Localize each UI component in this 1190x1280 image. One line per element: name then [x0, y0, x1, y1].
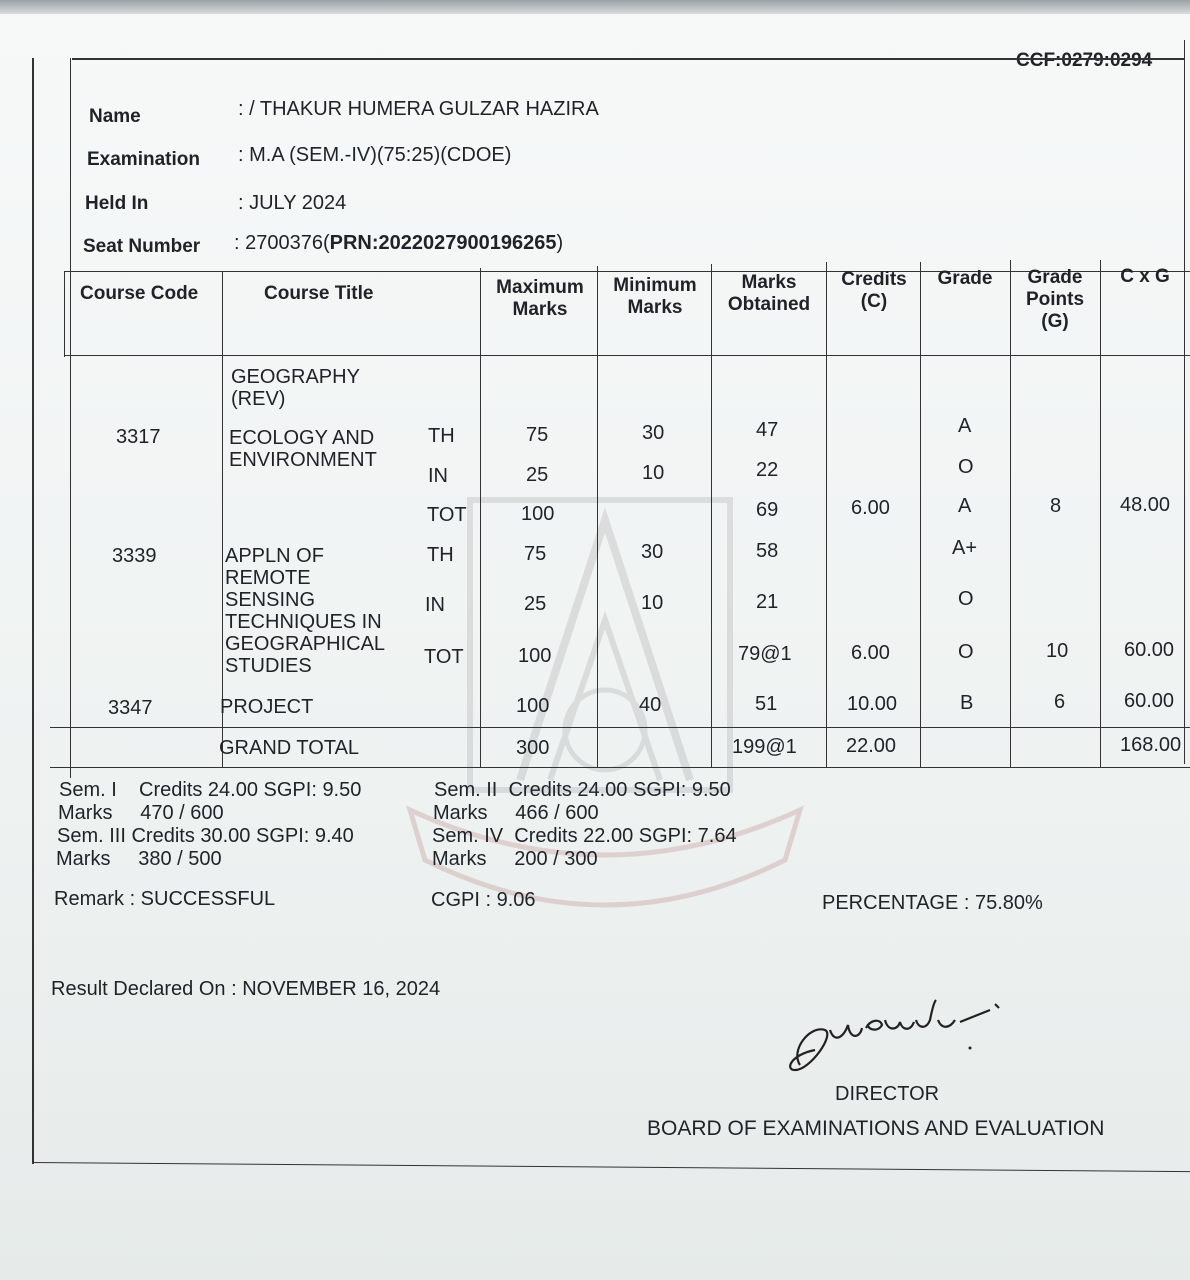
row-type: IN [425, 594, 445, 616]
header-maximum-marks: Maximum Marks [496, 277, 584, 320]
name-label: Name [89, 106, 141, 127]
held-in-label: Held In [85, 193, 149, 214]
max-marks: 25 [526, 464, 549, 486]
sem-2-marks: Marks 466 / 600 [433, 802, 599, 824]
marks-obtained: 21 [756, 591, 779, 613]
grade: A [958, 495, 972, 517]
sem-1-marks: Marks 470 / 600 [58, 802, 224, 824]
grade: A+ [952, 537, 978, 559]
held-in-value: : JULY 2024 [238, 192, 347, 214]
frame-right [1184, 40, 1185, 764]
remark: Remark : SUCCESSFUL [54, 888, 276, 910]
sem-4-marks: Marks 200 / 300 [432, 848, 598, 870]
cgpi: CGPI : 9.06 [431, 889, 536, 911]
col-line-4 [711, 264, 712, 768]
seat-number-value: : 2700376(PRN:2022027900196265) [234, 232, 564, 254]
group-title: GEOGRAPHY (REV) [231, 366, 360, 410]
row-type: TH [428, 425, 455, 447]
max-marks: 100 [518, 645, 552, 667]
min-marks: 40 [639, 694, 662, 716]
grade-points: 6 [1054, 691, 1066, 713]
table-total-top-line [50, 727, 1190, 728]
credits: 10.00 [847, 693, 898, 715]
grand-total-credits: 22.00 [846, 735, 897, 757]
min-marks: 10 [641, 592, 664, 614]
cxg: 60.00 [1124, 639, 1175, 661]
grade: O [958, 456, 974, 478]
header-course-title: Course Title [264, 283, 374, 304]
row-type: TH [427, 544, 454, 566]
credits: 6.00 [851, 642, 890, 664]
min-marks: 10 [642, 462, 665, 484]
row-type: IN [428, 465, 448, 487]
cxg: 60.00 [1124, 690, 1175, 712]
director-signature [770, 990, 1030, 1080]
signatory-board: BOARD OF EXAMINATIONS AND EVALUATION [647, 1117, 1105, 1140]
grade-points: 10 [1046, 640, 1069, 662]
sem-3-marks: Marks 380 / 500 [56, 848, 222, 870]
prn: PRN:2022027900196265 [329, 232, 557, 254]
row-type: TOT [424, 646, 464, 668]
examination-label: Examination [87, 149, 200, 170]
col-line-8 [1100, 260, 1101, 768]
course-title-3339: APPLN OF REMOTE SENSING TECHNIQUES IN GEOGRAPHICAL STUDIES [225, 545, 386, 677]
header-cxg: C x G [1120, 266, 1170, 287]
signatory-title: DIRECTOR [835, 1083, 940, 1105]
table-bottom-line [50, 767, 1190, 768]
grade: B [960, 692, 974, 714]
course-title-3317: ECOLOGY AND ENVIRONMENT [229, 427, 377, 471]
marks-obtained: 47 [756, 419, 779, 441]
examination-value: : M.A (SEM.-IV)(75:25)(CDOE) [238, 144, 512, 166]
grand-total-obtained: 199@1 [732, 736, 797, 758]
grade: O [958, 588, 974, 610]
credits: 6.00 [851, 497, 890, 519]
sem-4-summary: Sem. IV Credits 22.00 SGPI: 7.64 [432, 825, 737, 847]
header-course-code: Course Code [80, 283, 199, 304]
marks-obtained: 22 [756, 459, 779, 481]
max-marks: 100 [521, 503, 555, 525]
max-marks: 25 [524, 593, 547, 615]
min-marks: 30 [641, 541, 664, 563]
name-value: : / THAKUR HUMERA GULZAR HAZIRA [238, 98, 599, 120]
header-marks-obtained: Marks Obtained [727, 272, 811, 315]
col-line-5 [826, 262, 827, 768]
frame-left [32, 58, 34, 1164]
sem-1-summary: Sem. I Credits 24.00 SGPI: 9.50 [59, 779, 362, 801]
sem-2-summary: Sem. II Credits 24.00 SGPI: 9.50 [434, 779, 731, 801]
grade-points: 8 [1050, 495, 1062, 517]
course-code-3347: 3347 [108, 697, 153, 719]
marks-obtained: 69 [756, 499, 779, 521]
header-minimum-marks: Minimum Marks [613, 275, 697, 318]
frame-inner-left [70, 58, 71, 778]
marks-obtained: 51 [755, 693, 778, 715]
marks-obtained: 58 [756, 540, 779, 562]
col-line-3 [597, 266, 598, 768]
course-code-3339: 3339 [112, 545, 157, 567]
row-type: TOT [427, 504, 467, 526]
result-declared-date: Result Declared On : NOVEMBER 16, 2024 [51, 978, 441, 1000]
header-credits: Credits (C) [841, 269, 907, 312]
course-code-3317: 3317 [116, 426, 161, 448]
course-title-3347: PROJECT [220, 696, 314, 718]
grade: O [958, 641, 974, 663]
cxg: 48.00 [1120, 494, 1171, 516]
grade: A [958, 415, 972, 437]
col-line-6 [920, 262, 921, 768]
seat-number-label: Seat Number [83, 236, 201, 257]
header-grade: Grade [937, 268, 993, 289]
sem-3-summary: Sem. III Credits 30.00 SGPI: 9.40 [57, 825, 354, 847]
col-line-7 [1010, 260, 1011, 768]
min-marks: 30 [642, 422, 665, 444]
col-line-0 [64, 271, 65, 357]
max-marks: 75 [526, 424, 549, 446]
col-line-2 [480, 268, 481, 768]
col-line-1 [222, 271, 223, 767]
frame-top [72, 58, 1184, 60]
max-marks: 100 [516, 695, 550, 717]
percentage: PERCENTAGE : 75.80% [822, 892, 1043, 914]
max-marks: 75 [524, 543, 547, 565]
grand-total-cxg: 168.00 [1120, 734, 1182, 756]
grand-total-label: GRAND TOTAL [219, 737, 360, 759]
grand-total-max: 300 [516, 737, 550, 759]
document-id: CCF:0279:0294 [1016, 50, 1153, 71]
marks-obtained: 79@1 [738, 643, 792, 665]
table-header-line [64, 355, 1190, 356]
header-grade-points: Grade Points (G) [1025, 267, 1085, 332]
